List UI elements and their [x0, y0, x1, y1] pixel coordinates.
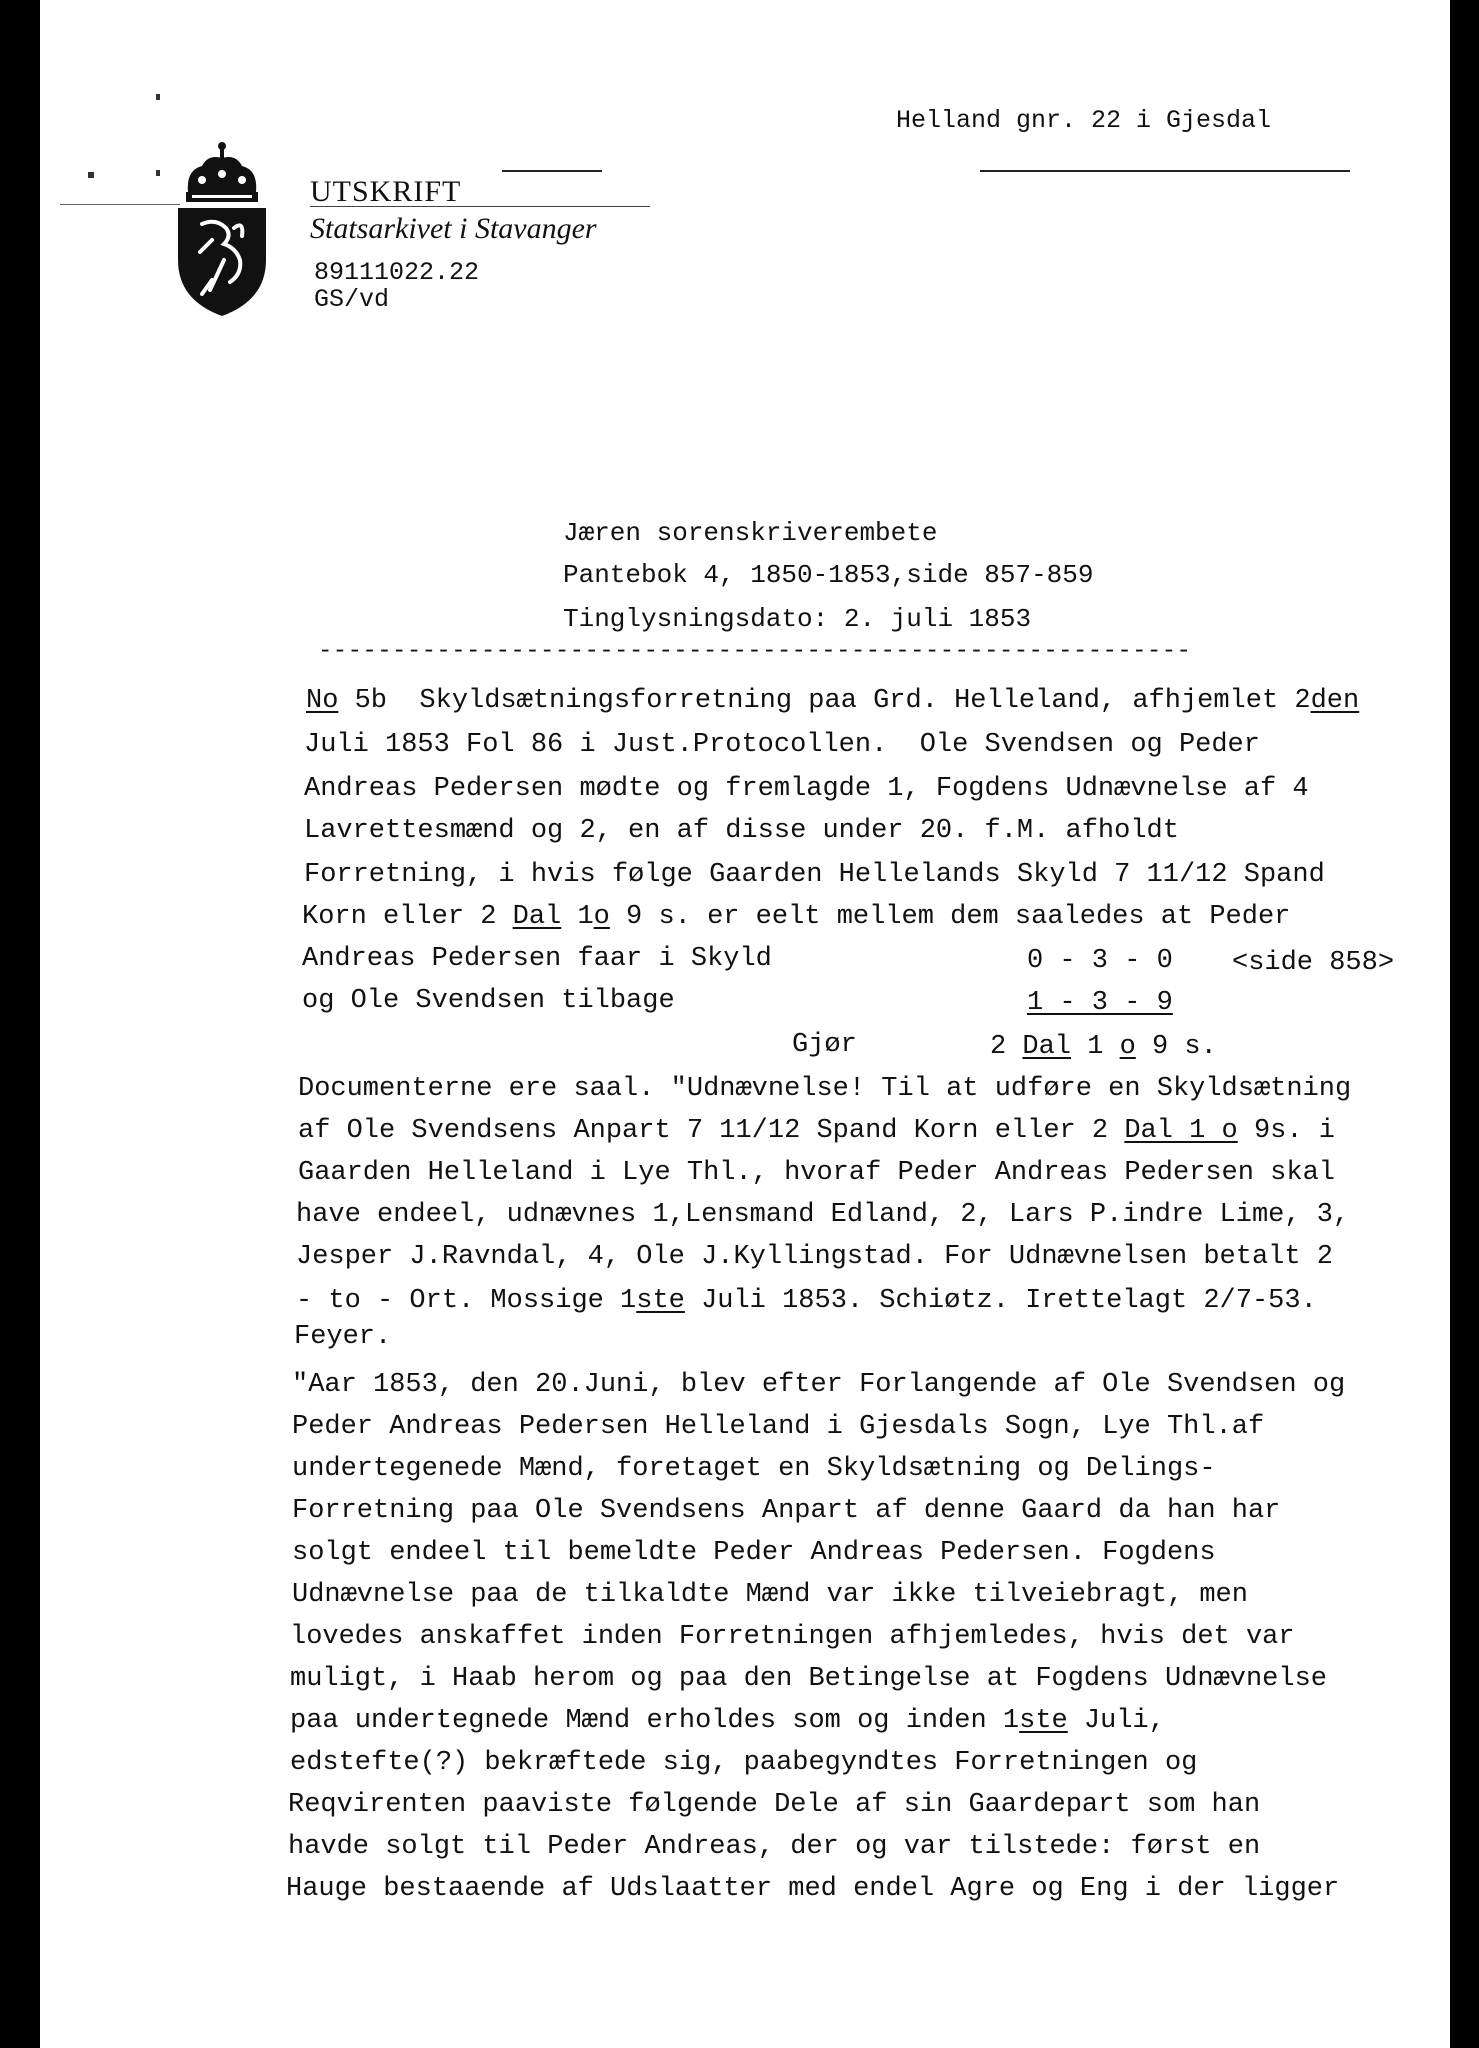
text-line: No 5b Skyldsætningsforretning paa Grd. Helleland, afhjemlet 2den	[306, 686, 1360, 716]
text-line: edstefte(?) bekræftede sig, paabegyndtes Forretningen og	[290, 1748, 1198, 1778]
document-page	[40, 0, 1450, 2048]
text-line: undertegenede Mænd, foretaget en Skyldsætning og Delings-	[292, 1454, 1216, 1484]
header-rule	[502, 170, 602, 172]
text-line: lovedes anskaffet inden Forretningen afhjemledes, hvis det var	[290, 1622, 1295, 1652]
text-line: Hauge bestaaende af Udslaatter med endel Agre og Eng i der ligger	[286, 1874, 1340, 1904]
archive-name: Statsarkivet i Stavanger	[310, 212, 597, 245]
underlined-text: Dal 1 o	[1124, 1116, 1238, 1146]
skyld-value: 1 - 3 - 9	[1027, 988, 1173, 1018]
text-line: Juli 1853 Fol 86 i Just.Protocollen. Ole Svendsen og Peder	[304, 730, 1260, 760]
page-marker: <side 858>	[1232, 948, 1395, 978]
text-line: Andreas Pedersen faar i Skyld	[302, 944, 772, 974]
source-book: Pantebok 4, 1850-1853,side 857-859	[563, 560, 1094, 590]
text-line: Korn eller 2 Dal 1o 9 s. er eelt mellem dem saaledes at Peder	[302, 902, 1291, 932]
text-line: Lavrettesmænd og 2, en af disse under 20. f.M. afholdt	[304, 816, 1179, 846]
skyld-value: 0 - 3 - 0	[1027, 946, 1173, 976]
text-line: Gjør	[792, 1030, 857, 1060]
underlined-text: den	[1310, 686, 1360, 716]
text-line: og Ole Svendsen tilbage	[302, 986, 675, 1016]
registration-date: Tinglysningsdato: 2. juli 1853	[563, 604, 1032, 634]
text-line: Gaarden Helleland i Lye Thl., hvoraf Peder Andreas Pedersen skal	[298, 1158, 1335, 1188]
underlined-text: ste	[1019, 1706, 1068, 1736]
text-line: Documenterne ere saal. "Udnævnelse! Til at udføre en Skyldsætning	[298, 1074, 1352, 1104]
archive-title: UTSKRIFT	[310, 175, 462, 208]
text-line: Feyer.	[294, 1322, 392, 1352]
text-line: Andreas Pedersen mødte og fremlagde 1, Fogdens Udnævnelse af 4	[304, 774, 1309, 804]
header-rule	[980, 170, 1350, 172]
underlined-text: Dal	[1022, 1032, 1072, 1062]
text-line: Forretning paa Ole Svendsens Anpart af denne Gaard da han har	[292, 1496, 1281, 1526]
text-line: "Aar 1853, den 20.Juni, blev efter Forlangende af Ole Svendsen og	[292, 1370, 1346, 1400]
underlined-text: ste	[636, 1286, 685, 1316]
text-line: af Ole Svendsens Anpart 7 11/12 Spand Korn eller 2 Dal 1 o 9s. i	[298, 1116, 1335, 1146]
number-abbr: No	[306, 686, 339, 716]
initials: GS/vd	[314, 285, 390, 314]
source-office: Jæren sorenskriverembete	[563, 518, 938, 548]
text-line: muligt, i Haab herom og paa den Betingelse at Fogdens Udnævnelse	[290, 1664, 1327, 1694]
underlined-text: o	[593, 902, 610, 932]
text-line: have endeel, udnævnes 1,Lensmand Edland, 2, Lars P.indre Lime, 3,	[296, 1200, 1350, 1230]
text-line: Peder Andreas Pedersen Helleland i Gjesdals Sogn, Lye Thl.af	[292, 1412, 1265, 1442]
text-line: Reqvirenten paaviste følgende Dele af sin Gaardepart som han	[288, 1790, 1261, 1820]
text-line: solgt endeel til bemeldte Peder Andreas Pedersen. Fogdens	[292, 1538, 1216, 1568]
skyld-total: 2 Dal 1 o 9 s.	[990, 1032, 1217, 1062]
farm-location: Helland gnr. 22 i Gjesdal	[896, 106, 1272, 135]
text-line: Jesper J.Ravndal, 4, Ole J.Kyllingstad. For Udnævnelsen betalt 2	[296, 1242, 1333, 1272]
reference-number: 89111022.22	[314, 258, 480, 287]
separator-line: -----------------------------------------------------------	[318, 638, 1192, 665]
coat-of-arms-icon	[172, 140, 272, 318]
margin-mark	[88, 172, 94, 178]
text-line: Forretning, i hvis følge Gaarden Hellelands Skyld 7 11/12 Spand	[304, 860, 1325, 890]
text-line: havde solgt til Peder Andreas, der og var tilstede: først en	[288, 1832, 1261, 1862]
text-line: - to - Ort. Mossige 1ste Juli 1853. Schiøtz. Irettelagt 2/7-53.	[296, 1286, 1317, 1316]
underlined-text: o	[1119, 1032, 1136, 1062]
text-line: Udnævnelse paa de tilkaldte Mænd var ikke tilveiebragt, men	[292, 1580, 1248, 1610]
margin-mark	[156, 94, 160, 100]
header-rule	[60, 204, 180, 205]
text-line: paa undertegnede Mænd erholdes som og inden 1ste Juli,	[290, 1706, 1165, 1736]
underlined-text: Dal	[512, 902, 562, 932]
margin-mark	[156, 170, 160, 176]
